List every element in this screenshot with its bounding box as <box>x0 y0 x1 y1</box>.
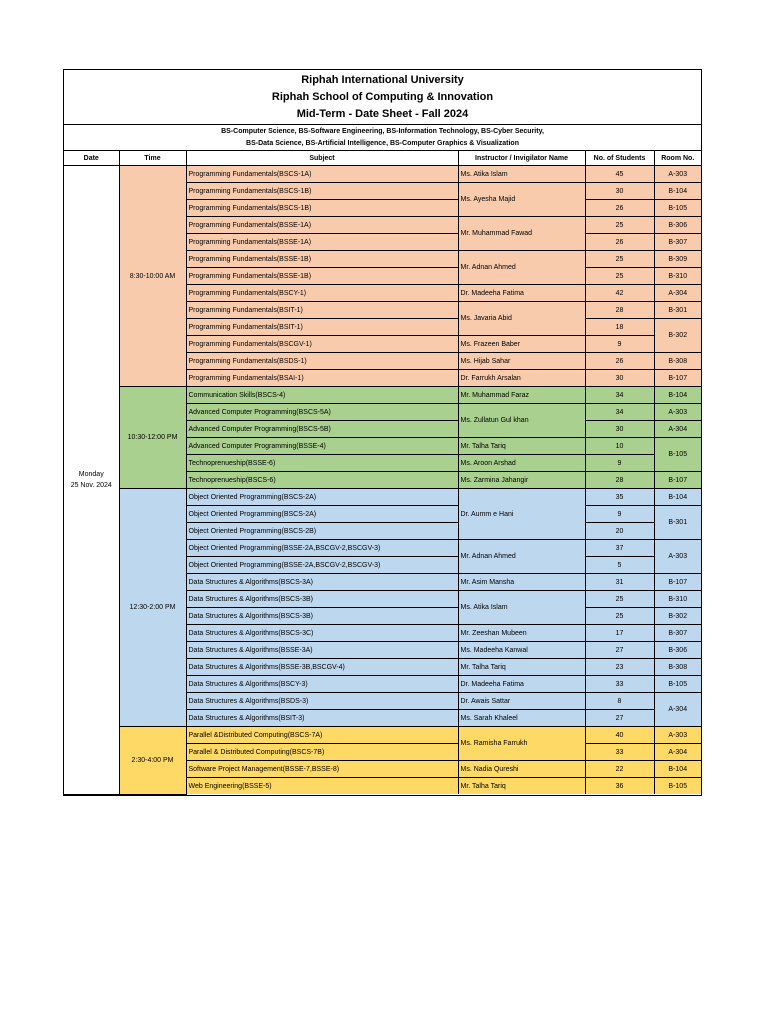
room-cell: B-301 <box>654 302 701 319</box>
instructor-cell: Dr. Farrukh Arsalan <box>458 370 585 387</box>
instructor-cell: Ms. Atika Islam <box>458 591 585 625</box>
room-cell: B-105 <box>654 676 701 693</box>
time-slot: 10:30-12:00 PM <box>119 387 186 489</box>
instructor-cell: Dr. Madeeha Fatima <box>458 676 585 693</box>
instructor-cell: Ms. Hijab Sahar <box>458 353 585 370</box>
subject-cell: Programming Fundamentals(BSAI-1) <box>186 370 458 387</box>
subject-cell: Programming Fundamentals(BSSE-1A) <box>186 217 458 234</box>
room-cell: A-303 <box>654 404 701 421</box>
time-slot: 8:30-10:00 AM <box>119 166 186 387</box>
students-cell: 25 <box>585 268 654 285</box>
students-cell: 22 <box>585 761 654 778</box>
students-cell: 34 <box>585 404 654 421</box>
room-cell: B-105 <box>654 200 701 217</box>
exam-day: Monday <box>78 470 104 478</box>
students-cell: 33 <box>585 744 654 761</box>
instructor-cell: Ms. Atika Islam <box>458 166 585 183</box>
instructor-cell: Ms. Nadia Qureshi <box>458 761 585 778</box>
time-slot: 2:30-4:00 PM <box>119 727 186 795</box>
subject-cell: Data Structures & Algorithms(BSCY-3) <box>186 676 458 693</box>
date-sheet <box>63 69 702 796</box>
students-cell: 25 <box>585 591 654 608</box>
instructor-header: Instructor / Invigilator Name <box>458 151 585 166</box>
subject-cell: Programming Fundamentals(BSSE-1B) <box>186 251 458 268</box>
room-cell: B-308 <box>654 353 701 370</box>
students-cell: 35 <box>585 489 654 506</box>
room-cell: B-306 <box>654 642 701 659</box>
subject-cell: Object Oriented Programming(BSCS-2A) <box>186 506 458 523</box>
students-cell: 26 <box>585 200 654 217</box>
schedule-table <box>64 151 701 795</box>
subject-cell: Object Oriented Programming(BSCS-2B) <box>186 523 458 540</box>
students-cell: 40 <box>585 727 654 744</box>
subject-cell: Object Oriented Programming(BSCS-2A) <box>186 489 458 506</box>
subject-cell: Data Structures & Algorithms(BSDS-3) <box>186 693 458 710</box>
subject-cell: Data Structures & Algorithms(BSIT-3) <box>186 710 458 727</box>
programs-line-1: BS-Computer Science, BS-Software Engineering, BS-Information Technology, BS-Cyber Security, <box>221 128 544 135</box>
subject-cell: Object Oriented Programming(BSSE-2A,BSCGV-2,BSCGV-3) <box>186 557 458 574</box>
instructor-cell: Ms. Frazeen Baber <box>458 336 585 353</box>
students-cell: 33 <box>585 676 654 693</box>
subject-cell: Programming Fundamentals(BSSE-1A) <box>186 234 458 251</box>
instructor-cell: Dr. Madeeha Fatima <box>458 285 585 302</box>
students-cell: 27 <box>585 642 654 659</box>
table-row <box>64 489 701 506</box>
subject-cell: Communication Skills(BSCS-4) <box>186 387 458 404</box>
room-cell: B-107 <box>654 370 701 387</box>
subject-cell: Programming Fundamentals(BSCS-1A) <box>186 166 458 183</box>
schedule-body <box>64 166 701 795</box>
room-cell: A-303 <box>654 727 701 744</box>
instructor-cell: Mr. Adnan Ahmed <box>458 251 585 285</box>
subject-cell: Programming Fundamentals(BSSE-1B) <box>186 268 458 285</box>
instructor-cell: Dr. Awais Sattar <box>458 693 585 710</box>
programs-line-2: BS-Data Science, BS-Artificial Intelligence, BS-Computer Graphics & Visualization <box>246 139 519 147</box>
instructor-cell: Ms. Madeeha Kanwal <box>458 642 585 659</box>
school-name: Riphah School of Computing & Innovation <box>271 91 494 103</box>
time-slot: 12:30-2:00 PM <box>119 489 186 727</box>
subject-cell: Technoprenueship(BSSE-6) <box>186 455 458 472</box>
table-row <box>64 166 701 183</box>
subject-cell: Technoprenueship(BSCS-6) <box>186 472 458 489</box>
students-cell: 10 <box>585 438 654 455</box>
room-cell: B-105 <box>654 438 701 472</box>
students-cell: 25 <box>585 217 654 234</box>
subject-cell: Web Engineering(BSSE-5) <box>186 778 458 795</box>
room-cell: A-304 <box>654 693 701 727</box>
room-cell: B-306 <box>654 217 701 234</box>
students-cell: 30 <box>585 421 654 438</box>
room-cell: A-303 <box>654 166 701 183</box>
subject-cell: Data Structures & Algorithms(BSCS-3A) <box>186 574 458 591</box>
instructor-cell: Mr. Talha Tariq <box>458 659 585 676</box>
room-cell: B-302 <box>654 319 701 353</box>
subject-cell: Data Structures & Algorithms(BSCS-3B) <box>186 608 458 625</box>
programs-list <box>64 125 701 151</box>
table-row <box>64 727 701 744</box>
room-cell: A-304 <box>654 421 701 438</box>
room-cell: B-104 <box>654 489 701 506</box>
students-cell: 30 <box>585 183 654 200</box>
room-cell: B-309 <box>654 251 701 268</box>
room-cell: A-304 <box>654 285 701 302</box>
subject-cell: Parallel &Distributed Computing(BSCS-7A) <box>186 727 458 744</box>
header-row <box>64 151 701 166</box>
subject-cell: Object Oriented Programming(BSSE-2A,BSCGV-2,BSCGV-3) <box>186 540 458 557</box>
room-cell: B-307 <box>654 234 701 251</box>
instructor-cell: Mr. Asim Mansha <box>458 574 585 591</box>
students-cell: 27 <box>585 710 654 727</box>
instructor-cell: Ms. Sarah Khaleel <box>458 710 585 727</box>
students-cell: 23 <box>585 659 654 676</box>
subject-cell: Data Structures & Algorithms(BSCS-3C) <box>186 625 458 642</box>
students-cell: 28 <box>585 472 654 489</box>
subject-cell: Advanced Computer Programming(BSSE-4) <box>186 438 458 455</box>
students-cell: 26 <box>585 234 654 251</box>
students-cell: 36 <box>585 778 654 795</box>
students-cell: 18 <box>585 319 654 336</box>
room-cell: B-104 <box>654 183 701 200</box>
students-cell: 5 <box>585 557 654 574</box>
instructor-cell: Mr. Adnan Ahmed <box>458 540 585 574</box>
students-cell: 25 <box>585 251 654 268</box>
room-cell: A-304 <box>654 744 701 761</box>
students-cell: 45 <box>585 166 654 183</box>
subject-cell: Software Project Management(BSSE-7,BSSE-8) <box>186 761 458 778</box>
students-cell: 30 <box>585 370 654 387</box>
subject-cell: Programming Fundamentals(BSCGV-1) <box>186 336 458 353</box>
subject-cell: Advanced Computer Programming(BSCS-5A) <box>186 404 458 421</box>
students-cell: 20 <box>585 523 654 540</box>
students-header: No. of Students <box>585 151 654 166</box>
room-cell: B-310 <box>654 591 701 608</box>
subject-cell: Programming Fundamentals(BSIT-1) <box>186 319 458 336</box>
subject-header: Subject <box>186 151 458 166</box>
students-cell: 25 <box>585 608 654 625</box>
students-cell: 9 <box>585 506 654 523</box>
instructor-cell: Ms. Zullatun Gul khan <box>458 404 585 438</box>
room-cell: B-302 <box>654 608 701 625</box>
title-block <box>64 70 701 125</box>
room-cell: A-303 <box>654 540 701 574</box>
university-name: Riphah International University <box>301 74 464 86</box>
exam-date: 25 Nov. 2024 <box>70 481 112 489</box>
table-row <box>64 387 701 404</box>
students-cell: 34 <box>585 387 654 404</box>
sheet-title: Mid-Term - Date Sheet - Fall 2024 <box>296 108 469 120</box>
instructor-cell: Mr. Talha Tariq <box>458 438 585 455</box>
students-cell: 8 <box>585 693 654 710</box>
subject-cell: Programming Fundamentals(BSCY-1) <box>186 285 458 302</box>
students-cell: 42 <box>585 285 654 302</box>
instructor-cell: Mr. Muhammad Fawad <box>458 217 585 251</box>
students-cell: 9 <box>585 336 654 353</box>
subject-cell: Programming Fundamentals(BSCS-1B) <box>186 183 458 200</box>
students-cell: 9 <box>585 455 654 472</box>
instructor-cell: Ms. Ayesha Majid <box>458 183 585 217</box>
instructor-cell: Dr. Aumm e Hani <box>458 489 585 540</box>
subject-cell: Advanced Computer Programming(BSCS-5B) <box>186 421 458 438</box>
instructor-cell: Mr. Talha Tariq <box>458 778 585 795</box>
students-cell: 31 <box>585 574 654 591</box>
students-cell: 17 <box>585 625 654 642</box>
room-cell: B-107 <box>654 574 701 591</box>
room-cell: B-107 <box>654 472 701 489</box>
instructor-cell: Mr. Zeeshan Mubeen <box>458 625 585 642</box>
students-cell: 26 <box>585 353 654 370</box>
room-cell: B-104 <box>654 387 701 404</box>
instructor-cell: Mr. Muhammad Faraz <box>458 387 585 404</box>
instructor-cell: Ms. Aroon Arshad <box>458 455 585 472</box>
room-cell: B-307 <box>654 625 701 642</box>
room-cell: B-104 <box>654 761 701 778</box>
room-cell: B-308 <box>654 659 701 676</box>
instructor-cell: Ms. Zarmina Jahangir <box>458 472 585 489</box>
subject-cell: Data Structures & Algorithms(BSCS-3B) <box>186 591 458 608</box>
subject-cell: Programming Fundamentals(BSCS-1B) <box>186 200 458 217</box>
instructor-cell: Ms. Javaria Abid <box>458 302 585 336</box>
subject-cell: Parallel & Distributed Computing(BSCS-7B) <box>186 744 458 761</box>
students-cell: 28 <box>585 302 654 319</box>
students-cell: 37 <box>585 540 654 557</box>
instructor-cell: Ms. Ramisha Farrukh <box>458 727 585 761</box>
subject-cell: Data Structures & Algorithms(BSSE-3A) <box>186 642 458 659</box>
date-header: Date <box>64 151 119 166</box>
date-cell <box>64 166 119 795</box>
room-cell: B-105 <box>654 778 701 795</box>
subject-cell: Programming Fundamentals(BSIT-1) <box>186 302 458 319</box>
subject-cell: Data Structures & Algorithms(BSSE-3B,BSCGV-4) <box>186 659 458 676</box>
room-cell: B-301 <box>654 506 701 540</box>
time-header: Time <box>119 151 186 166</box>
subject-cell: Programming Fundamentals(BSDS-1) <box>186 353 458 370</box>
room-cell: B-310 <box>654 268 701 285</box>
room-header: Room No. <box>654 151 701 166</box>
